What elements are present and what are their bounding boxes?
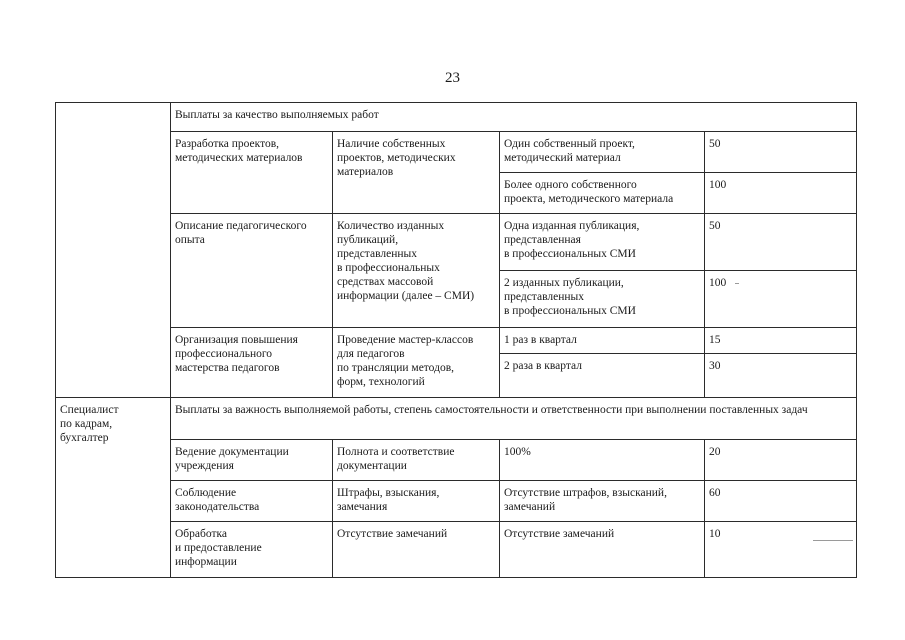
indicator-condition: Отсутствие штрафов, взысканий, замечаний	[500, 481, 705, 522]
indicator-condition: Отсутствие замечаний	[500, 522, 705, 578]
scan-artifact-line	[735, 283, 739, 284]
indicator-points: 15	[705, 328, 857, 354]
scan-artifact-line	[813, 540, 853, 541]
indicator-condition: Более одного собственного проекта, методического материала	[500, 173, 705, 214]
section-header: Выплаты за важность выполняемой работы, степень самостоятельности и ответственности при выполнении поставленных задач	[171, 398, 857, 440]
criteria-table	[55, 102, 857, 578]
indicator-points: 50	[705, 132, 857, 173]
indicator-criterion: Проведение мастер-классов для педагогов по трансляции методов, форм, технологий	[333, 328, 500, 398]
indicator-name: Разработка проектов, методических материалов	[171, 132, 333, 214]
indicator-criterion: Количество изданных публикаций, представленных в профессиональных средствах массовой информации (далее – СМИ)	[333, 214, 500, 328]
page-number: 23	[445, 70, 460, 86]
indicator-name: Соблюдение законодательства	[171, 481, 333, 522]
indicator-condition: Один собственный проект, методический материал	[500, 132, 705, 173]
indicator-points: 50	[705, 214, 857, 271]
indicator-criterion: Полнота и соответствие документации	[333, 440, 500, 481]
indicator-name: Описание педагогического опыта	[171, 214, 333, 328]
indicator-name: Организация повышения профессионального мастерства педагогов	[171, 328, 333, 398]
indicator-points: 10	[705, 522, 857, 578]
indicator-condition: 1 раз в квартал	[500, 328, 705, 354]
indicator-condition: Одна изданная публикация, представленная в профессиональных СМИ	[500, 214, 705, 271]
indicator-criterion: Отсутствие замечаний	[333, 522, 500, 578]
indicator-points: 100	[705, 173, 857, 214]
indicator-criterion: Наличие собственных проектов, методических материалов	[333, 132, 500, 214]
section-header: Выплаты за качество выполняемых работ	[171, 103, 857, 132]
indicator-points: 60	[705, 481, 857, 522]
indicator-condition: 2 раза в квартал	[500, 354, 705, 398]
indicator-condition: 100%	[500, 440, 705, 481]
indicator-condition: 2 изданных публикации, представленных в профессиональных СМИ	[500, 271, 705, 328]
position-cell: Специалист по кадрам, бухгалтер	[56, 398, 171, 578]
position-cell-empty	[56, 103, 171, 398]
indicator-points: 20	[705, 440, 857, 481]
indicator-points: 30	[705, 354, 857, 398]
indicator-name: Ведение документации учреждения	[171, 440, 333, 481]
indicator-name: Обработка и предоставление информации	[171, 522, 333, 578]
indicator-criterion: Штрафы, взыскания, замечания	[333, 481, 500, 522]
indicator-points: 100	[705, 271, 857, 328]
